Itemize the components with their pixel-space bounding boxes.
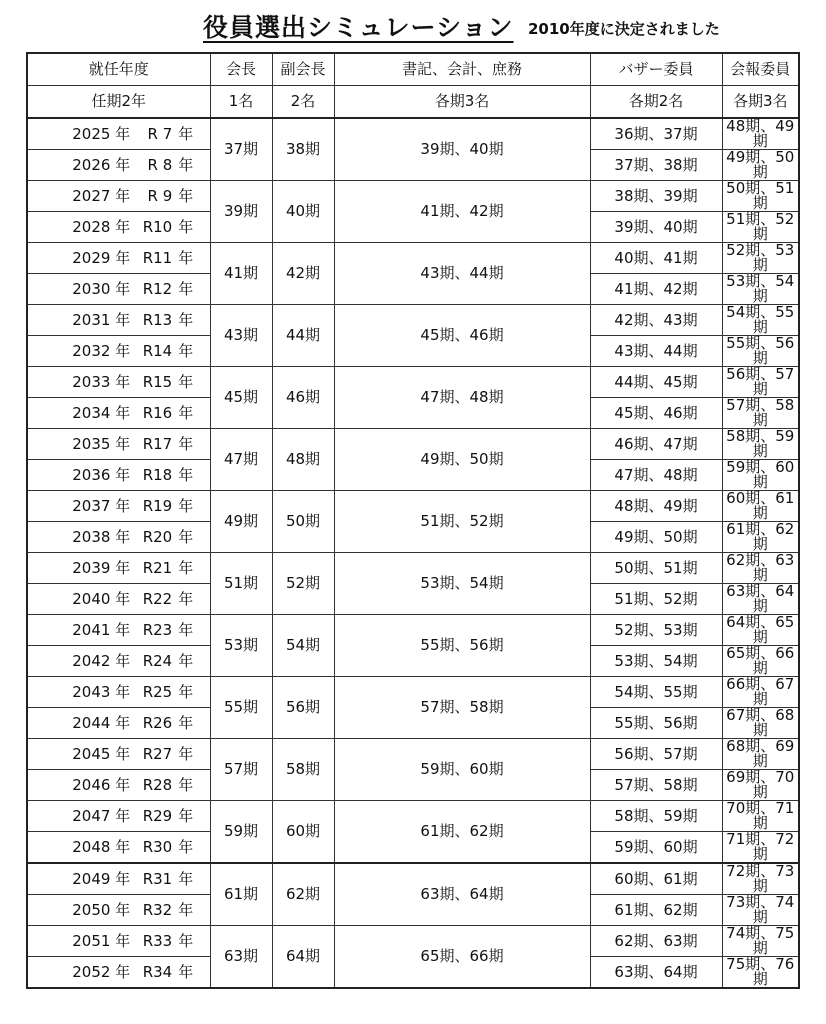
bazaar-cell: 60期、61期 bbox=[590, 863, 722, 895]
bazaar-cell: 45期、46期 bbox=[590, 398, 722, 429]
vice-chair-cell: 38期 bbox=[272, 118, 334, 181]
table-row bbox=[27, 429, 799, 460]
year-cell bbox=[27, 243, 210, 274]
year-suffix: 年 bbox=[178, 527, 194, 546]
reiwa-year: R27 bbox=[142, 744, 173, 763]
newsletter-cell: 60期、61期 bbox=[722, 491, 799, 522]
newsletter-cell: 67期、68期 bbox=[722, 708, 799, 739]
header-chair-count: 1名 bbox=[210, 86, 272, 119]
vice-chair-cell: 40期 bbox=[272, 181, 334, 243]
western-year: 2043 年 bbox=[72, 682, 131, 701]
table-row bbox=[27, 615, 799, 646]
bazaar-cell: 43期、44期 bbox=[590, 336, 722, 367]
bazaar-cell: 36期、37期 bbox=[590, 118, 722, 150]
year-suffix: 年 bbox=[178, 372, 194, 391]
newsletter-cell: 54期、55期 bbox=[722, 305, 799, 336]
western-year: 2033 年 bbox=[72, 372, 131, 391]
officers-cell: 59期、60期 bbox=[334, 739, 590, 801]
officers-cell: 55期、56期 bbox=[334, 615, 590, 677]
table-row bbox=[27, 305, 799, 336]
newsletter-cell: 62期、63期 bbox=[722, 553, 799, 584]
year-cell bbox=[27, 646, 210, 677]
year-suffix: 年 bbox=[178, 217, 194, 236]
bazaar-cell: 54期、55期 bbox=[590, 677, 722, 708]
bazaar-cell: 41期、42期 bbox=[590, 274, 722, 305]
officers-cell: 53期、54期 bbox=[334, 553, 590, 615]
schedule-body bbox=[27, 118, 799, 988]
reiwa-year: R13 bbox=[142, 310, 173, 329]
year-cell bbox=[27, 677, 210, 708]
chair-cell: 49期 bbox=[210, 491, 272, 553]
western-year: 2041 年 bbox=[72, 620, 131, 639]
bazaar-cell: 62期、63期 bbox=[590, 926, 722, 957]
header-vice-chair: 副会長 bbox=[272, 53, 334, 86]
chair-cell: 37期 bbox=[210, 118, 272, 181]
western-year: 2028 年 bbox=[72, 217, 131, 236]
header-officers-count: 各期3名 bbox=[334, 86, 590, 119]
western-year: 2031 年 bbox=[72, 310, 131, 329]
vice-chair-cell: 54期 bbox=[272, 615, 334, 677]
reiwa-year: R17 bbox=[142, 434, 173, 453]
year-cell bbox=[27, 522, 210, 553]
header-bazaar: バザー委員 bbox=[590, 53, 722, 86]
reiwa-year: R20 bbox=[142, 527, 173, 546]
header-vice-chair-count: 2名 bbox=[272, 86, 334, 119]
year-suffix: 年 bbox=[178, 931, 194, 950]
table-row bbox=[27, 367, 799, 398]
reiwa-year: R 9 bbox=[147, 186, 173, 205]
western-year: 2035 年 bbox=[72, 434, 131, 453]
bazaar-cell: 39期、40期 bbox=[590, 212, 722, 243]
western-year: 2032 年 bbox=[72, 341, 131, 360]
year-cell bbox=[27, 274, 210, 305]
chair-cell: 61期 bbox=[210, 863, 272, 926]
officers-cell: 57期、58期 bbox=[334, 677, 590, 739]
bazaar-cell: 55期、56期 bbox=[590, 708, 722, 739]
western-year: 2045 年 bbox=[72, 744, 131, 763]
western-year: 2037 年 bbox=[72, 496, 131, 515]
reiwa-year: R26 bbox=[142, 713, 173, 732]
reiwa-year: R28 bbox=[142, 775, 173, 794]
bazaar-cell: 47期、48期 bbox=[590, 460, 722, 491]
year-suffix: 年 bbox=[178, 651, 194, 670]
newsletter-cell: 71期、72期 bbox=[722, 832, 799, 864]
year-cell bbox=[27, 429, 210, 460]
year-cell bbox=[27, 181, 210, 212]
officers-cell: 49期、50期 bbox=[334, 429, 590, 491]
year-cell bbox=[27, 118, 210, 150]
reiwa-year: R33 bbox=[142, 931, 173, 950]
table-row bbox=[27, 181, 799, 212]
chair-cell: 63期 bbox=[210, 926, 272, 989]
bazaar-cell: 48期、49期 bbox=[590, 491, 722, 522]
year-suffix: 年 bbox=[178, 341, 194, 360]
officers-cell: 63期、64期 bbox=[334, 863, 590, 926]
reiwa-year: R11 bbox=[142, 248, 173, 267]
page-title: 役員選出シミュレーション bbox=[203, 13, 514, 42]
vice-chair-cell: 60期 bbox=[272, 801, 334, 864]
bazaar-cell: 38期、39期 bbox=[590, 181, 722, 212]
vice-chair-cell: 44期 bbox=[272, 305, 334, 367]
reiwa-year: R16 bbox=[142, 403, 173, 422]
header-row-2 bbox=[27, 86, 799, 119]
table-row bbox=[27, 243, 799, 274]
year-cell bbox=[27, 212, 210, 243]
reiwa-year: R25 bbox=[142, 682, 173, 701]
title-area bbox=[0, 8, 826, 48]
year-suffix: 年 bbox=[178, 248, 194, 267]
year-suffix: 年 bbox=[178, 124, 194, 143]
bazaar-cell: 56期、57期 bbox=[590, 739, 722, 770]
chair-cell: 55期 bbox=[210, 677, 272, 739]
chair-cell: 47期 bbox=[210, 429, 272, 491]
year-cell bbox=[27, 491, 210, 522]
year-suffix: 年 bbox=[178, 682, 194, 701]
year-suffix: 年 bbox=[178, 713, 194, 732]
header-row-1 bbox=[27, 53, 799, 86]
reiwa-year: R31 bbox=[142, 869, 173, 888]
vice-chair-cell: 56期 bbox=[272, 677, 334, 739]
table-row bbox=[27, 553, 799, 584]
year-suffix: 年 bbox=[178, 744, 194, 763]
reiwa-year: R30 bbox=[142, 837, 173, 856]
year-suffix: 年 bbox=[178, 310, 194, 329]
chair-cell: 41期 bbox=[210, 243, 272, 305]
bazaar-cell: 63期、64期 bbox=[590, 957, 722, 989]
newsletter-cell: 49期、50期 bbox=[722, 150, 799, 181]
newsletter-cell: 69期、70期 bbox=[722, 770, 799, 801]
bazaar-cell: 42期、43期 bbox=[590, 305, 722, 336]
page-subtitle: 2010年度に決定されました bbox=[528, 20, 720, 38]
year-cell bbox=[27, 926, 210, 957]
western-year: 2038 年 bbox=[72, 527, 131, 546]
newsletter-cell: 50期、51期 bbox=[722, 181, 799, 212]
newsletter-cell: 73期、74期 bbox=[722, 895, 799, 926]
bazaar-cell: 44期、45期 bbox=[590, 367, 722, 398]
chair-cell: 57期 bbox=[210, 739, 272, 801]
western-year: 2039 年 bbox=[72, 558, 131, 577]
reiwa-year: R12 bbox=[142, 279, 173, 298]
officers-cell: 43期、44期 bbox=[334, 243, 590, 305]
bazaar-cell: 61期、62期 bbox=[590, 895, 722, 926]
western-year: 2030 年 bbox=[72, 279, 131, 298]
year-suffix: 年 bbox=[178, 589, 194, 608]
bazaar-cell: 37期、38期 bbox=[590, 150, 722, 181]
year-cell bbox=[27, 398, 210, 429]
western-year: 2034 年 bbox=[72, 403, 131, 422]
chair-cell: 53期 bbox=[210, 615, 272, 677]
bazaar-cell: 40期、41期 bbox=[590, 243, 722, 274]
newsletter-cell: 52期、53期 bbox=[722, 243, 799, 274]
newsletter-cell: 51期、52期 bbox=[722, 212, 799, 243]
vice-chair-cell: 62期 bbox=[272, 863, 334, 926]
newsletter-cell: 48期、49期 bbox=[722, 118, 799, 150]
reiwa-year: R10 bbox=[142, 217, 173, 236]
western-year: 2049 年 bbox=[72, 869, 131, 888]
year-suffix: 年 bbox=[178, 775, 194, 794]
western-year: 2050 年 bbox=[72, 900, 131, 919]
western-year: 2046 年 bbox=[72, 775, 131, 794]
reiwa-year: R19 bbox=[142, 496, 173, 515]
header-newsletter: 会報委員 bbox=[722, 53, 799, 86]
western-year: 2025 年 bbox=[72, 124, 131, 143]
chair-cell: 39期 bbox=[210, 181, 272, 243]
western-year: 2026 年 bbox=[72, 155, 131, 174]
bazaar-cell: 58期、59期 bbox=[590, 801, 722, 832]
western-year: 2047 年 bbox=[72, 806, 131, 825]
year-suffix: 年 bbox=[178, 279, 194, 298]
year-cell bbox=[27, 615, 210, 646]
reiwa-year: R32 bbox=[142, 900, 173, 919]
year-cell bbox=[27, 584, 210, 615]
vice-chair-cell: 52期 bbox=[272, 553, 334, 615]
reiwa-year: R22 bbox=[142, 589, 173, 608]
year-cell bbox=[27, 367, 210, 398]
chair-cell: 59期 bbox=[210, 801, 272, 864]
bazaar-cell: 52期、53期 bbox=[590, 615, 722, 646]
year-cell bbox=[27, 708, 210, 739]
year-suffix: 年 bbox=[178, 186, 194, 205]
western-year: 2027 年 bbox=[72, 186, 131, 205]
table-row bbox=[27, 491, 799, 522]
newsletter-cell: 70期、71期 bbox=[722, 801, 799, 832]
chair-cell: 43期 bbox=[210, 305, 272, 367]
header-chair: 会長 bbox=[210, 53, 272, 86]
year-cell bbox=[27, 460, 210, 491]
officers-cell: 47期、48期 bbox=[334, 367, 590, 429]
table-row bbox=[27, 801, 799, 832]
year-cell bbox=[27, 553, 210, 584]
newsletter-cell: 68期、69期 bbox=[722, 739, 799, 770]
chair-cell: 45期 bbox=[210, 367, 272, 429]
year-cell bbox=[27, 957, 210, 989]
bazaar-cell: 59期、60期 bbox=[590, 832, 722, 864]
newsletter-cell: 75期、76期 bbox=[722, 957, 799, 989]
newsletter-cell: 74期、75期 bbox=[722, 926, 799, 957]
newsletter-cell: 65期、66期 bbox=[722, 646, 799, 677]
table-row bbox=[27, 863, 799, 895]
newsletter-cell: 55期、56期 bbox=[722, 336, 799, 367]
reiwa-year: R23 bbox=[142, 620, 173, 639]
chair-cell: 51期 bbox=[210, 553, 272, 615]
western-year: 2048 年 bbox=[72, 837, 131, 856]
newsletter-cell: 64期、65期 bbox=[722, 615, 799, 646]
reiwa-year: R14 bbox=[142, 341, 173, 360]
vice-chair-cell: 50期 bbox=[272, 491, 334, 553]
vice-chair-cell: 42期 bbox=[272, 243, 334, 305]
western-year: 2044 年 bbox=[72, 713, 131, 732]
western-year: 2042 年 bbox=[72, 651, 131, 670]
year-suffix: 年 bbox=[178, 620, 194, 639]
reiwa-year: R18 bbox=[142, 465, 173, 484]
newsletter-cell: 72期、73期 bbox=[722, 863, 799, 895]
header-bazaar-count: 各期2名 bbox=[590, 86, 722, 119]
bazaar-cell: 51期、52期 bbox=[590, 584, 722, 615]
reiwa-year: R15 bbox=[142, 372, 173, 391]
year-cell bbox=[27, 770, 210, 801]
newsletter-cell: 59期、60期 bbox=[722, 460, 799, 491]
reiwa-year: R34 bbox=[142, 962, 173, 981]
newsletter-cell: 56期、57期 bbox=[722, 367, 799, 398]
table-row bbox=[27, 739, 799, 770]
year-cell bbox=[27, 801, 210, 832]
table-row bbox=[27, 926, 799, 957]
year-suffix: 年 bbox=[178, 434, 194, 453]
table-row bbox=[27, 118, 799, 150]
vice-chair-cell: 64期 bbox=[272, 926, 334, 989]
western-year: 2040 年 bbox=[72, 589, 131, 608]
newsletter-cell: 57期、58期 bbox=[722, 398, 799, 429]
bazaar-cell: 57期、58期 bbox=[590, 770, 722, 801]
officers-cell: 61期、62期 bbox=[334, 801, 590, 864]
officers-cell: 65期、66期 bbox=[334, 926, 590, 989]
newsletter-cell: 53期、54期 bbox=[722, 274, 799, 305]
reiwa-year: R 8 bbox=[147, 155, 173, 174]
year-suffix: 年 bbox=[178, 496, 194, 515]
header-officers: 書記、会計、庶務 bbox=[334, 53, 590, 86]
western-year: 2052 年 bbox=[72, 962, 131, 981]
bazaar-cell: 53期、54期 bbox=[590, 646, 722, 677]
year-suffix: 年 bbox=[178, 465, 194, 484]
officers-cell: 39期、40期 bbox=[334, 118, 590, 181]
bazaar-cell: 46期、47期 bbox=[590, 429, 722, 460]
year-cell bbox=[27, 150, 210, 181]
reiwa-year: R29 bbox=[142, 806, 173, 825]
header-term-year: 就任年度 bbox=[27, 53, 210, 86]
newsletter-cell: 61期、62期 bbox=[722, 522, 799, 553]
year-cell bbox=[27, 895, 210, 926]
reiwa-year: R24 bbox=[142, 651, 173, 670]
year-suffix: 年 bbox=[178, 806, 194, 825]
header-term-length: 任期2年 bbox=[27, 86, 210, 119]
vice-chair-cell: 48期 bbox=[272, 429, 334, 491]
year-suffix: 年 bbox=[178, 155, 194, 174]
year-suffix: 年 bbox=[178, 837, 194, 856]
year-cell bbox=[27, 336, 210, 367]
year-suffix: 年 bbox=[178, 962, 194, 981]
table-row bbox=[27, 677, 799, 708]
newsletter-cell: 66期、67期 bbox=[722, 677, 799, 708]
reiwa-year: R 7 bbox=[147, 124, 173, 143]
year-cell bbox=[27, 305, 210, 336]
vice-chair-cell: 58期 bbox=[272, 739, 334, 801]
bazaar-cell: 50期、51期 bbox=[590, 553, 722, 584]
vice-chair-cell: 46期 bbox=[272, 367, 334, 429]
reiwa-year: R21 bbox=[142, 558, 173, 577]
bazaar-cell: 49期、50期 bbox=[590, 522, 722, 553]
header-newsletter-count: 各期3名 bbox=[722, 86, 799, 119]
western-year: 2029 年 bbox=[72, 248, 131, 267]
year-suffix: 年 bbox=[178, 558, 194, 577]
officers-cell: 41期、42期 bbox=[334, 181, 590, 243]
officers-cell: 45期、46期 bbox=[334, 305, 590, 367]
year-suffix: 年 bbox=[178, 403, 194, 422]
year-cell bbox=[27, 863, 210, 895]
newsletter-cell: 63期、64期 bbox=[722, 584, 799, 615]
western-year: 2051 年 bbox=[72, 931, 131, 950]
year-suffix: 年 bbox=[178, 869, 194, 888]
officer-schedule-table bbox=[26, 52, 800, 989]
officers-cell: 51期、52期 bbox=[334, 491, 590, 553]
year-suffix: 年 bbox=[178, 900, 194, 919]
newsletter-cell: 58期、59期 bbox=[722, 429, 799, 460]
year-cell bbox=[27, 739, 210, 770]
year-cell bbox=[27, 832, 210, 864]
western-year: 2036 年 bbox=[72, 465, 131, 484]
